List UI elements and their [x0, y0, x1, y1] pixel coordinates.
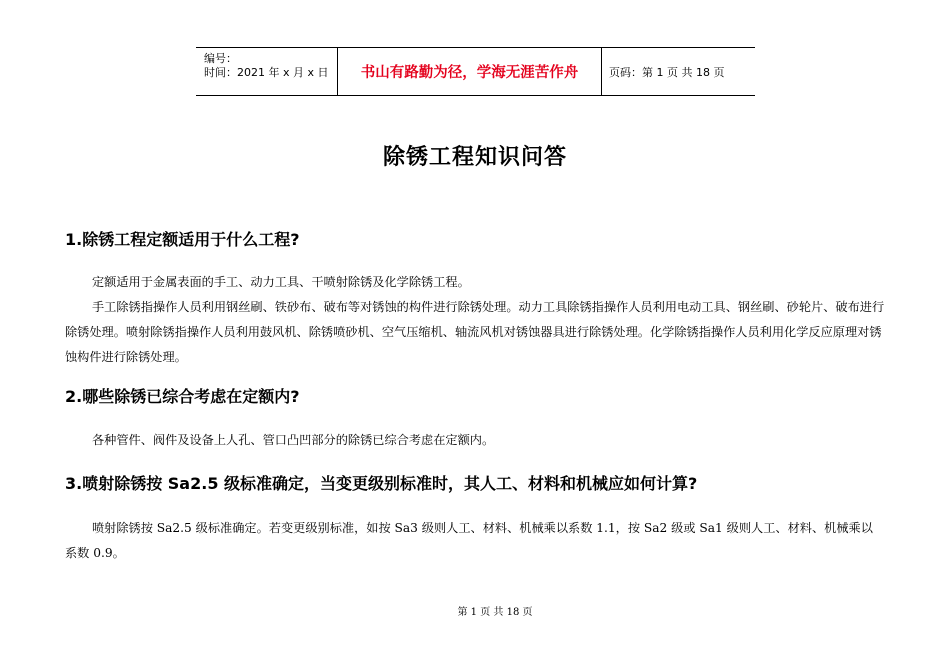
header-page-info: 页码：第 1 页 共 18 页: [609, 65, 725, 79]
question-2: 2.哪些除锈已综合考虑在定额内?: [65, 387, 300, 406]
section-2-paragraph-1: 各种管件、阀件及设备上人孔、管口凸凹部分的除锈已综合考虑在定额内。: [92, 433, 495, 447]
number-label: 编号：: [204, 52, 237, 65]
header-left-cell: [196, 48, 338, 95]
section-1-paragraph-1: 定额适用于金属表面的手工、动力工具、干喷射除锈及化学除锈工程。: [92, 275, 470, 289]
question-1: 1.除锈工程定额适用于什么工程?: [65, 230, 300, 249]
question-3: 3.喷射除锈按 Sa2.5 级标准确定，当变更级别标准时，其人工、材料和机械应如何计算?: [65, 474, 698, 493]
header-motto: 书山有路勤为径，学海无涯苦作舟: [338, 48, 602, 95]
header-table: [196, 47, 755, 96]
time-label: 时间：2021 年 x 月 x 日: [204, 66, 329, 79]
section-3-paragraph-1: 喷射除锈按 Sa2.5 级标准确定。若变更级别标准，如按 Sa3 级则人工、材料、机械乘以系数 1.1，按 Sa2 级或 Sa1 级则人工、材料、机械乘以系数 0.9。: [65, 521, 873, 560]
document-title: 除锈工程知识问答: [382, 145, 567, 170]
page-footer: 第 1 页 共 18 页: [457, 607, 533, 618]
section-1-paragraph-2: 手工除锈指操作人员利用钢丝刷、铁砂布、破布等对锈蚀的构件进行除锈处理。动力工具除锈指操作人员利用电动工具、钢丝刷、砂轮片、破布进行除锈处理。喷射除锈指操作人员利用鼓风机、除锈喷砂机、空气压缩机、轴流风机对锈蚀器具进行除锈处理。化学除锈指操作人员利用化学反应原理对锈蚀构件进行除锈处理。: [65, 300, 885, 364]
